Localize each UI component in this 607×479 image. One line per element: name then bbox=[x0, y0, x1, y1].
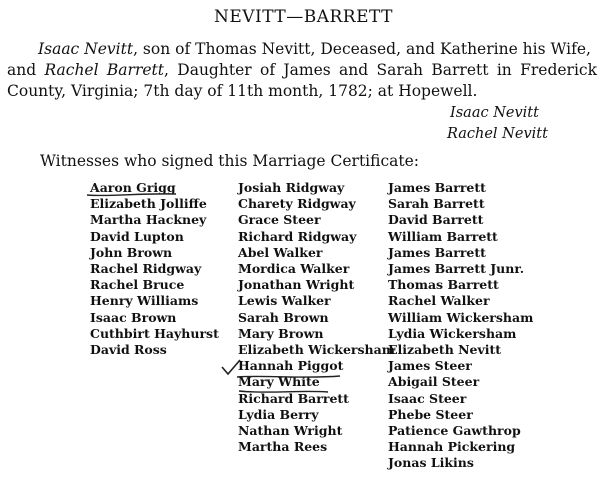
paragraph-text-3: , Daughter of James and Sarah Barrett in Frederick County, Virginia; 7th day of 11th month, 1782; at Hopewell. bbox=[7, 61, 597, 100]
witness-name: Phebe Steer bbox=[388, 406, 473, 422]
witness-name: James Barrett Junr. bbox=[388, 261, 525, 277]
witness-name: Mordica Walker bbox=[238, 261, 350, 277]
witness-name: William Barrett bbox=[388, 228, 498, 244]
witness-column-2 bbox=[238, 180, 395, 455]
paragraph-text-1: , son of Thomas Nevitt, Deceased, and Katherine his Wife, bbox=[133, 40, 591, 58]
witness-name: Josiah Ridgway bbox=[238, 180, 345, 195]
witness-column-1 bbox=[90, 180, 219, 358]
witness-name: Thomas Barrett bbox=[388, 277, 499, 293]
paragraph-line-1 bbox=[7, 39, 597, 60]
witness-name: Henry Williams bbox=[90, 293, 199, 309]
witness-name: Charety Ridgway bbox=[238, 196, 356, 212]
witness-name: Lydia Wickersham bbox=[388, 325, 517, 341]
witness-name: Hannah Piggot bbox=[238, 358, 344, 374]
witness-name: David Ross bbox=[90, 342, 167, 358]
witness-name: Jonas Likins bbox=[388, 455, 474, 471]
witness-name: William Wickersham bbox=[388, 309, 534, 325]
witness-name: John Brown bbox=[90, 244, 173, 260]
witnesses-heading: Witnesses who signed this Marriage Certificate: bbox=[40, 152, 420, 170]
witness-name: Isaac Brown bbox=[90, 309, 177, 325]
witness-name: Richard Barrett bbox=[238, 390, 349, 406]
witness-name: Sarah Brown bbox=[238, 309, 329, 325]
witness-name: Hannah Pickering bbox=[388, 439, 516, 455]
witness-name: Sarah Barrett bbox=[388, 196, 485, 212]
witness-name: Lydia Berry bbox=[238, 406, 319, 422]
marriage-paragraph bbox=[7, 39, 597, 102]
record-title: NEVITT—BARRETT bbox=[213, 7, 394, 27]
witness-name: Isaac Steer bbox=[388, 390, 467, 406]
witness-name: James Barrett bbox=[388, 244, 486, 260]
witness-column-3 bbox=[388, 180, 533, 472]
signature-groom: Isaac Nevitt bbox=[450, 105, 539, 121]
witness-name: Mary Brown bbox=[238, 325, 324, 341]
witness-name: Martha Rees bbox=[238, 439, 328, 455]
witness-name: Martha Hackney bbox=[90, 212, 207, 228]
witness-name: David Lupton bbox=[90, 228, 184, 244]
witness-name: Elizabeth Nevitt bbox=[388, 342, 502, 358]
witness-name: Elizabeth Wickersham bbox=[238, 342, 395, 358]
bride-name: Rachel Barrett bbox=[44, 61, 164, 79]
signature-bride: Rachel Nevitt bbox=[447, 126, 548, 142]
groom-name: Isaac Nevitt bbox=[38, 40, 134, 58]
witness-name: Patience Gawthrop bbox=[388, 423, 521, 439]
witness-name: Aaron Grigg bbox=[90, 180, 176, 195]
witness-name: Abigail Steer bbox=[388, 374, 480, 390]
witness-name: Elizabeth Jolliffe bbox=[90, 196, 207, 212]
witness-name: Rachel Walker bbox=[388, 293, 490, 309]
witness-name: Cuthbirt Hayhurst bbox=[90, 325, 219, 341]
witness-name: James Barrett bbox=[388, 180, 486, 195]
witness-name: Lewis Walker bbox=[238, 293, 331, 309]
witness-name: Grace Steer bbox=[238, 212, 321, 228]
witness-name: Nathan Wright bbox=[238, 423, 343, 439]
witness-name: James Steer bbox=[388, 358, 472, 374]
witness-name: David Barrett bbox=[388, 212, 484, 228]
witness-name: Jonathan Wright bbox=[238, 277, 355, 293]
witness-name: Rachel Ridgway bbox=[90, 261, 202, 277]
paragraph-text-2: and bbox=[7, 61, 45, 79]
witness-name: Richard Ridgway bbox=[238, 228, 357, 244]
witness-name: Mary White bbox=[238, 374, 320, 390]
witness-name: Rachel Bruce bbox=[90, 277, 185, 293]
witness-name: Abel Walker bbox=[238, 244, 323, 260]
